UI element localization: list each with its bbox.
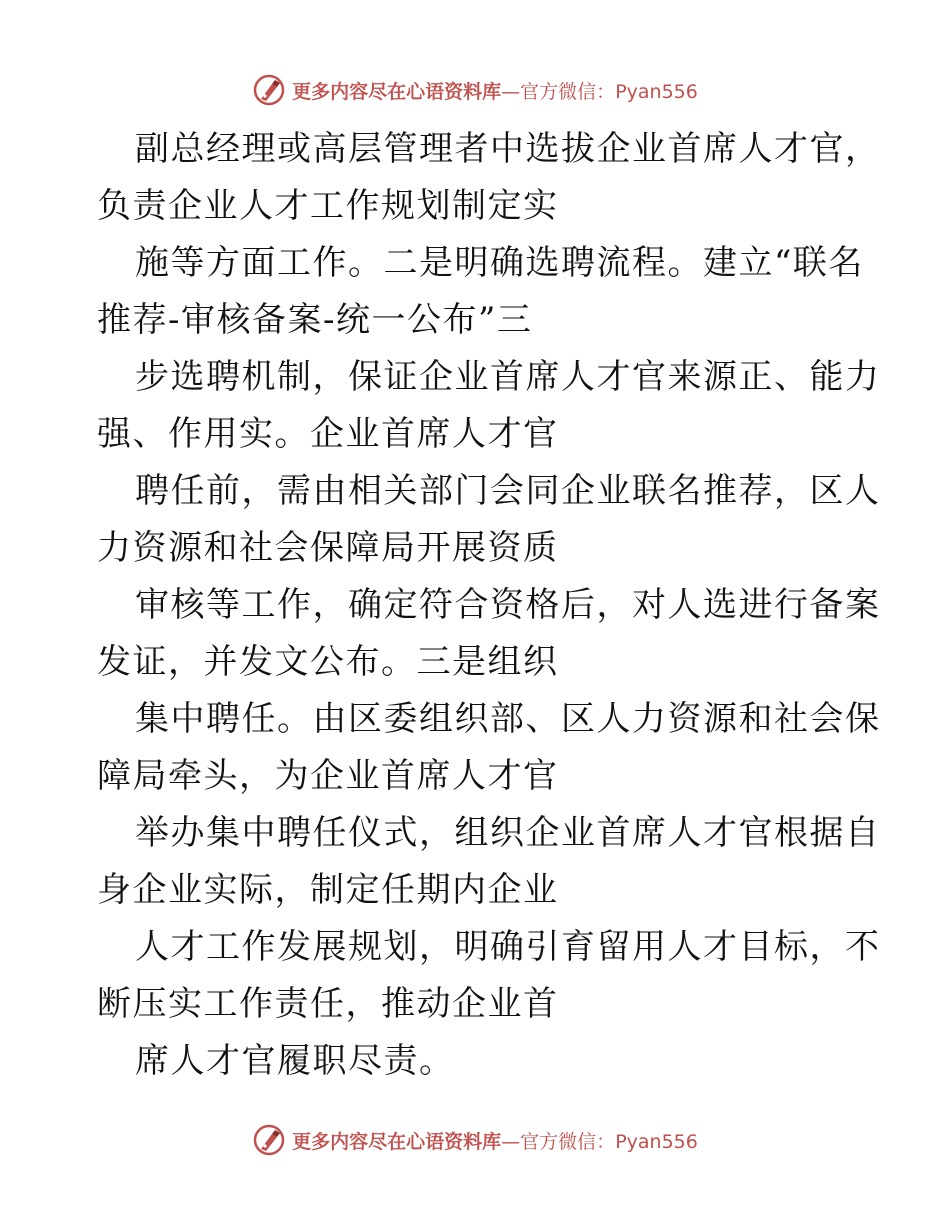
watermark-account: Pyan556	[615, 80, 698, 103]
watermark-official: 官方微信：	[520, 1130, 616, 1153]
text-line: 障局牵头，为企业首席人才官	[97, 756, 559, 796]
text-line: 举办集中聘任仪式，组织企业首席人才官根据自	[135, 813, 881, 853]
watermark-brand: 更多内容尽在心语资料库	[292, 80, 502, 103]
text-line: 力资源和社会保障局开展资质	[97, 528, 559, 568]
text-line: 审核等工作，确定符合资格后，对人选进行备案	[135, 585, 881, 625]
watermark-dash: —	[501, 80, 521, 103]
watermark-account: Pyan556	[615, 1130, 698, 1153]
footer-watermark	[0, 1120, 950, 1160]
pen-nib-logo-icon	[252, 1123, 286, 1157]
text-line: 推荐-审核备案-统一公布”三	[97, 300, 533, 340]
text-line: 施等方面工作。二是明确选聘流程。建立“联名	[135, 243, 864, 283]
text-line: 聘任前，需由相关部门会同企业联名推荐，区人	[135, 471, 881, 511]
text-line: 集中聘任。由区委组织部、区人力资源和社会保	[135, 699, 881, 739]
pen-nib-logo-icon	[252, 73, 286, 107]
text-line: 副总经理或高层管理者中选拔企业首席人才官，	[135, 129, 881, 169]
text-line: 断压实工作责任，推动企业首	[97, 984, 559, 1024]
header-watermark	[0, 70, 950, 110]
text-line: 步选聘机制，保证企业首席人才官来源正、能力	[135, 357, 881, 397]
text-line: 发证，并发文公布。三是组织	[97, 642, 559, 682]
watermark-brand: 更多内容尽在心语资料库	[292, 1130, 502, 1153]
watermark-text	[292, 77, 698, 104]
text-line: 负责企业人才工作规划制定实	[97, 186, 559, 226]
text-line: 席人才官履职尽责。	[135, 1041, 455, 1081]
text-line: 强、作用实。企业首席人才官	[97, 414, 559, 454]
watermark-official: 官方微信：	[520, 80, 616, 103]
watermark-text	[292, 1127, 698, 1154]
watermark-dash: —	[501, 1130, 521, 1153]
text-line: 身企业实际，制定任期内企业	[97, 870, 559, 910]
text-line: 人才工作发展规划，明确引育留用人才目标，不	[135, 927, 881, 967]
